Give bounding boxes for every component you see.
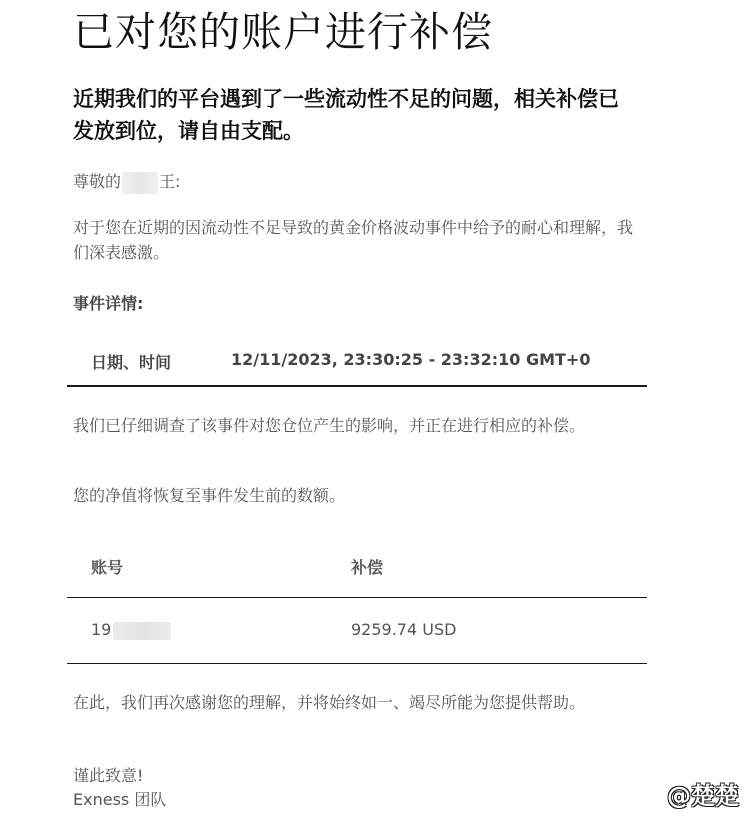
investigation-paragraph: 我们已仔细调查了该事件对您仓位产生的影响，并正在进行相应的补偿。 (73, 416, 586, 435)
closing-line-2: Exness 团队 (73, 790, 167, 809)
compensation-table-header (67, 550, 647, 598)
event-date-label: 日期、时间 (91, 353, 172, 372)
event-details-row (67, 340, 647, 387)
greeting-suffix: 王: (159, 172, 181, 191)
greeting-prefix: 尊敬的 (73, 172, 122, 191)
thanks-paragraph: 在此，我们再次感谢您的理解，并将始终如一、竭尽所能为您提供帮助。 (73, 693, 586, 712)
table-row (67, 598, 647, 664)
restore-paragraph: 您的净值将恢复至事件发生前的数额。 (73, 486, 346, 505)
event-date-value: 12/11/2023, 23:30:25 - 23:32:10 GMT+0 (231, 350, 591, 369)
greeting (73, 169, 638, 194)
email-title: 已对您的账户进行补偿 (73, 8, 493, 56)
closing-line-1: 谨此致意! (73, 766, 144, 785)
account-number-cell (91, 620, 171, 640)
event-details-heading: 事件详情: (73, 294, 144, 313)
redacted-name-mask (122, 172, 158, 194)
closing-signature (73, 764, 638, 812)
redacted-account-mask (113, 622, 171, 640)
watermark-text: @楚楚 (667, 782, 739, 810)
email-subtitle: 近期我们的平台遇到了一些流动性不足的问题，相关补偿已发放到位，请自由支配。 (73, 87, 619, 143)
compensation-amount-cell: 9259.74 USD (351, 620, 457, 639)
watermark (667, 776, 739, 811)
account-number-prefix: 19 (91, 620, 112, 639)
account-column-header: 账号 (91, 558, 124, 577)
compensation-column-header: 补偿 (351, 558, 384, 577)
appreciation-paragraph: 对于您在近期的因流动性不足导致的黄金价格波动事件中给予的耐心和理解，我们深表感激。 (73, 218, 634, 262)
